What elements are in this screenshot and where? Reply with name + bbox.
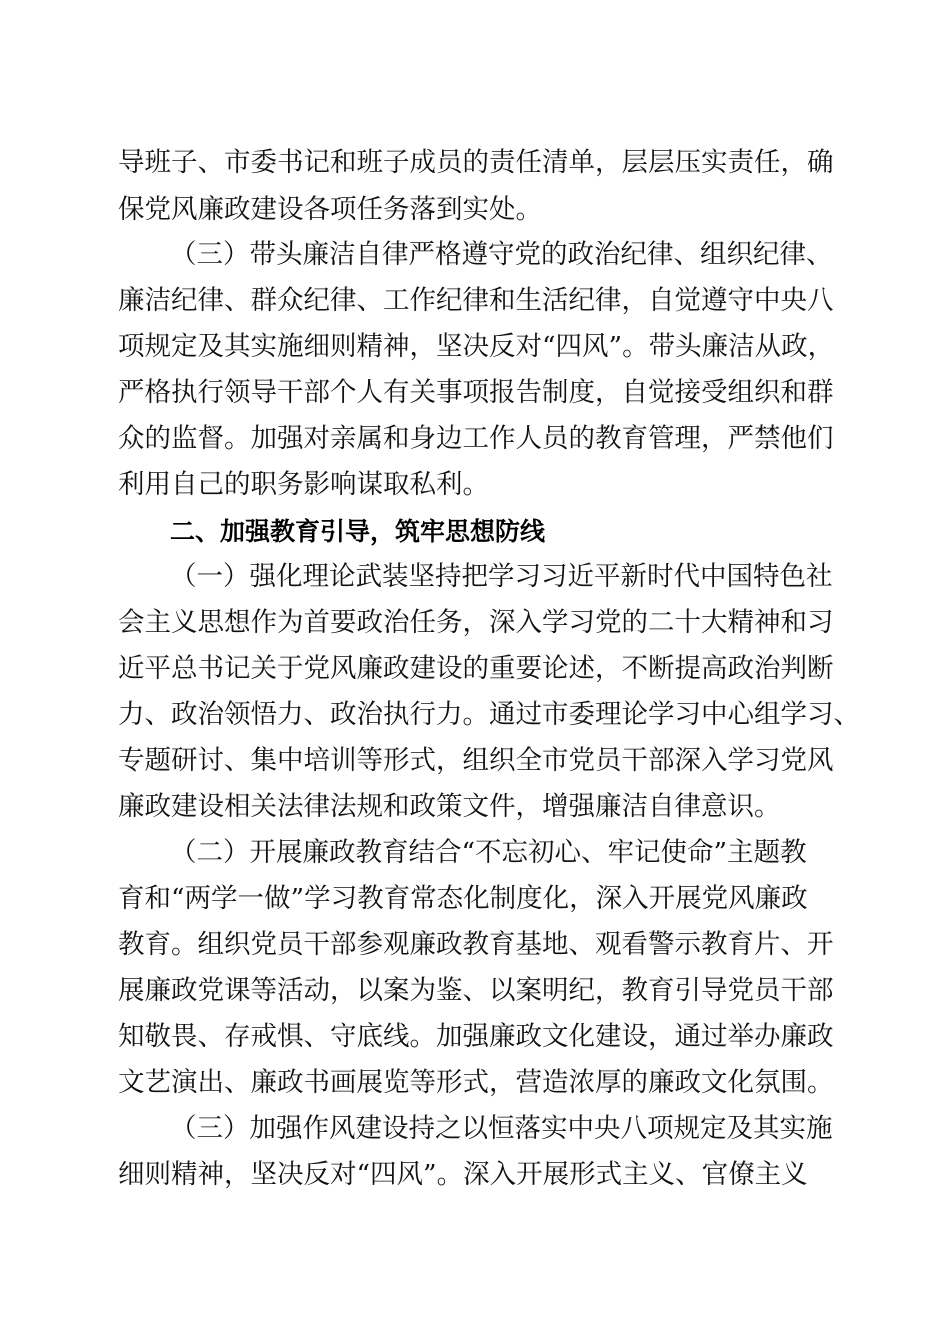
paragraph-line: 专题研讨、集中培训等形式，组织全市党员干部深入学习党风 xyxy=(118,745,834,776)
paragraph-line: 会主义思想作为首要政治任务，深入学习党的二十大精神和习 xyxy=(118,607,834,638)
paragraph-line: （三）带头廉洁自律严格遵守党的政治纪律、组织纪律、 xyxy=(170,239,833,270)
paragraph-line: 导班子、市委书记和班子成员的责任清单，层层压实责任，确 xyxy=(118,147,834,178)
paragraph-line: 展廉政党课等活动，以案为鉴、以案明纪，教育引导党员干部 xyxy=(118,975,834,1006)
paragraph-line: （三）加强作风建设持之以恒落实中央八项规定及其实施 xyxy=(170,1113,833,1144)
paragraph-line: 近平总书记关于党风廉政建设的重要论述，不断提高政治判断 xyxy=(118,653,834,684)
paragraph-line: 力、政治领悟力、政治执行力。通过市委理论学习中心组学习、 xyxy=(118,699,860,730)
section-heading: 二、加强教育引导，筑牢思想防线 xyxy=(170,517,546,546)
paragraph-line: 众的监督。加强对亲属和身边工作人员的教育管理，严禁他们 xyxy=(118,423,834,454)
paragraph-line: 项规定及其实施细则精神，坚决反对“四风”。带头廉洁从政， xyxy=(118,331,835,362)
paragraph-line: （二）开展廉政教育结合“不忘初心、牢记使命”主题教 xyxy=(170,837,807,868)
paragraph-line: 保党风廉政建设各项任务落到实处。 xyxy=(118,194,542,225)
paragraph-line: 育和“两学一做”学习教育常态化制度化，深入开展党风廉政 xyxy=(118,883,808,914)
paragraph-line: 细则精神，坚决反对“四风”。深入开展形式主义、官僚主义 xyxy=(118,1159,808,1190)
paragraph-line: 廉政建设相关法律法规和政策文件，增强廉洁自律意识。 xyxy=(118,791,781,822)
paragraph-line: 廉洁纪律、群众纪律、工作纪律和生活纪律，自觉遵守中央八 xyxy=(118,285,834,316)
paragraph-line: （一）强化理论武装坚持把学习习近平新时代中国特色社 xyxy=(170,561,833,592)
paragraph-line: 教育。组织党员干部参观廉政教育基地、观看警示教育片、开 xyxy=(118,929,834,960)
paragraph-line: 利用自己的职务影响谋取私利。 xyxy=(118,469,489,500)
paragraph-line: 文艺演出、廉政书画展览等形式，营造浓厚的廉政文化氛围。 xyxy=(118,1067,834,1098)
paragraph-line: 知敬畏、存戒惧、守底线。加强廉政文化建设，通过举办廉政 xyxy=(118,1021,834,1052)
paragraph-line: 严格执行领导干部个人有关事项报告制度，自觉接受组织和群 xyxy=(118,377,834,408)
